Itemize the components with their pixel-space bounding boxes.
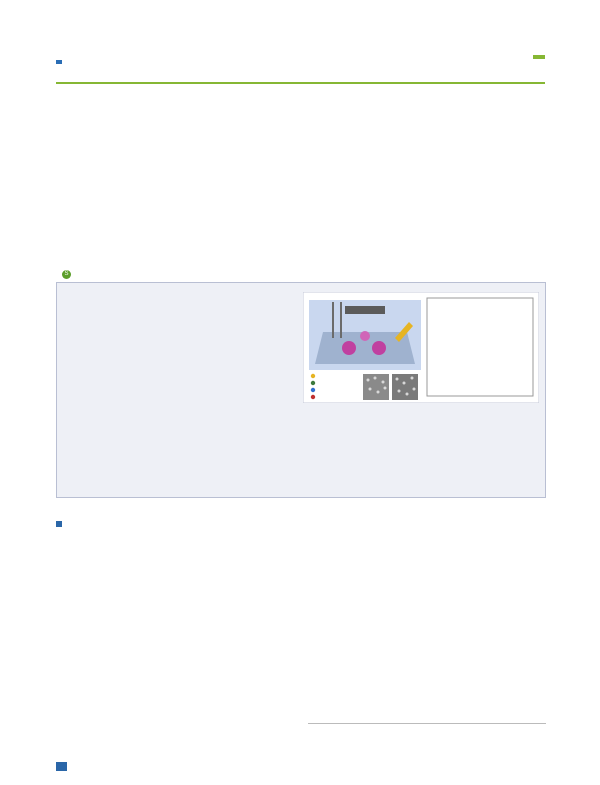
journal-logo	[56, 54, 276, 76]
sem-image-2	[392, 374, 418, 400]
date-accepted	[308, 739, 546, 751]
article-dates	[308, 723, 546, 762]
spectra-plot-frame	[427, 298, 533, 396]
supporting-info-link[interactable]	[62, 267, 74, 279]
date-published	[308, 750, 546, 762]
introduction-heading	[56, 520, 67, 531]
legend-swatch	[311, 374, 315, 378]
nanoparticle-zone	[342, 341, 356, 355]
date-received	[308, 727, 546, 739]
toc-graphic-svg	[303, 292, 539, 403]
header-divider	[56, 82, 545, 84]
section-marker-icon	[56, 521, 62, 527]
toc-graphic	[303, 292, 539, 403]
acs-publications-logo	[56, 762, 70, 772]
supporting-info-icon: S	[62, 270, 71, 279]
article-type-badge	[533, 55, 545, 59]
grid-marker	[345, 306, 385, 314]
acs-publications-icon	[56, 762, 67, 771]
acs-mark	[56, 60, 62, 64]
